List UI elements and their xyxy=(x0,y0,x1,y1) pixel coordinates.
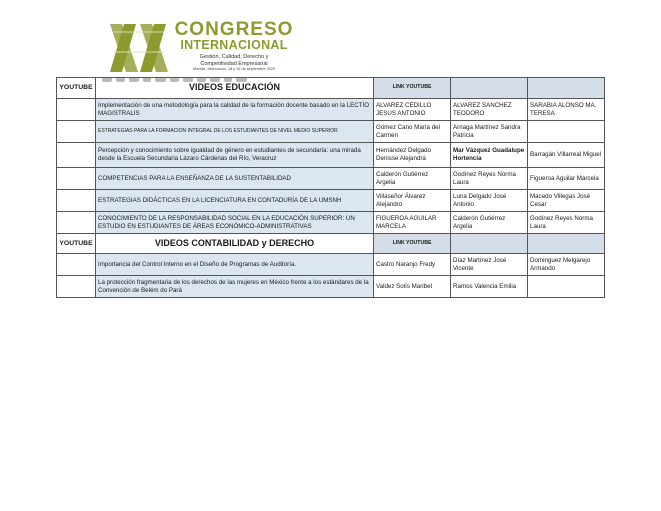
author-cell: Díaz Martínez José Vicente xyxy=(451,254,528,276)
topic-cell: CONOCIMIENTO DE LA RESPONSABILIDAD SOCIAL EN LA EDUCACIÓN SUPERIOR: UN ESTUDIO EN ESTUDIANTES DE ÁREAS ECONÓMICO-ADMINISTRATIVAS xyxy=(96,212,374,234)
congress-location-date: Morelia, Michoacán. 18 y 19 de septiembre 2020 xyxy=(192,67,276,71)
author-cell: ALVAREZ CEDILLO JESUS ANTONIO xyxy=(374,99,451,121)
youtube-link-cell[interactable] xyxy=(57,254,96,276)
youtube-link-cell[interactable] xyxy=(57,212,96,234)
author-cell: Figueroa Aguilar Marcela xyxy=(528,168,605,190)
section-title: VIDEOS EDUCACIÓN xyxy=(96,78,374,99)
congress-title-block xyxy=(174,20,294,72)
topic-cell: Percepción y conocimiento sobre igualdad de género en estudiantes de secundaria: una mirada desde la Escuela Secundaria Lázaro Cárdenas del Río, Veracruz xyxy=(96,143,374,168)
author-cell: Hernández Delgado Denisse Alejandra xyxy=(374,143,451,168)
youtube-link-cell[interactable] xyxy=(57,168,96,190)
author-cell: Arriaga Martínez Sandra Patricia xyxy=(451,121,528,143)
author-cell: Godínez Reyes Norma Laura xyxy=(451,168,528,190)
congress-title-line2: INTERNACIONAL xyxy=(180,38,288,52)
author-cell: Luna Delgado José Antonio xyxy=(451,190,528,212)
author-cell: Gómez Cano María del Carmen xyxy=(374,121,451,143)
link-youtube-header: LINK YOUTUBE xyxy=(374,234,451,254)
table-row xyxy=(57,190,605,212)
section-title: VIDEOS CONTABILIDAD y DERECHO xyxy=(96,234,374,254)
congress-subtitle-line2: Competitividad Empresarial xyxy=(200,60,268,67)
youtube-link-cell[interactable] xyxy=(57,99,96,121)
author-cell: ALVAREZ SANCHEZ TEODORO xyxy=(451,99,528,121)
author-cell: Valdez Solís Maribel xyxy=(374,276,451,298)
author-cell xyxy=(528,276,605,298)
author-cell: Mar Vázquez Guadalupe Hortencia xyxy=(451,143,528,168)
topic-cell: COMPETENCIAS PARA LA ENSEÑANZA DE LA SUSTENTABILIDAD xyxy=(96,168,374,190)
author-cell: Ramos Valencia Emilia xyxy=(451,276,528,298)
topic-cell: Importancia del Control Interno en el Diseño de Programas de Auditoría. xyxy=(96,254,374,276)
youtube-column-label: YOUTUBE xyxy=(57,78,96,99)
congress-header xyxy=(100,18,294,76)
link-youtube-header: LINK YOUTUBE xyxy=(374,78,451,99)
author-cell: FIGUEROA AGUILAR MARCELA xyxy=(374,212,451,234)
table-row xyxy=(57,143,605,168)
topic-cell: Implementación de una metodología para la calidad de la formación docente basado en la LECTIO MAGISTRALIS xyxy=(96,99,374,121)
table-row xyxy=(57,254,605,276)
table-row xyxy=(57,121,605,143)
videos-table xyxy=(56,77,605,298)
author-cell: Barragán Villarreal Miguel xyxy=(528,143,605,168)
author-cell: Villaseñor Álvarez Alejandro xyxy=(374,190,451,212)
topic-cell: ESTRATEGIAS DIDÁCTICAS EN LA LICENCIATURA EN CONTADURÍA DE LA UMSNH xyxy=(96,190,374,212)
topic-cell: La protección fragmentaria de los derechos de las mujeres en México frente a los estándares de la Convención de Belém do Pará xyxy=(96,276,374,298)
topic-cell: ESTRATEGIAS PARA LA FORMACION INTEGRAL DE LOS ESTUDIANTES DE NIVEL MEDIO SUPERIOR xyxy=(96,121,374,143)
author-cell xyxy=(528,121,605,143)
youtube-link-cell[interactable] xyxy=(57,190,96,212)
author-cell: Calderón Gutiérrez Argelia xyxy=(451,212,528,234)
author-cell: Dominguez Melgarejo Armando xyxy=(528,254,605,276)
youtube-link-cell[interactable] xyxy=(57,121,96,143)
congress-subtitle-line1: Gestión, Calidad, Derecho y xyxy=(199,54,269,60)
youtube-link-cell[interactable] xyxy=(57,143,96,168)
congress-title-line1: CONGRESO xyxy=(174,19,294,40)
table-row xyxy=(57,212,605,234)
youtube-column-label: YOUTUBE xyxy=(57,234,96,254)
author-cell: Castro Naranjo Fredy xyxy=(374,254,451,276)
author-cell: Calderón Gutiérrez Argelia xyxy=(374,168,451,190)
table-row xyxy=(57,276,605,298)
table-row xyxy=(57,168,605,190)
author-cell: SARABIA ALONSO MA. TERESA xyxy=(528,99,605,121)
youtube-link-cell[interactable] xyxy=(57,276,96,298)
section-header-row xyxy=(57,78,605,99)
section-header-row xyxy=(57,234,605,254)
author-cell: Macedo Villegas José Cesar xyxy=(528,190,605,212)
table-row xyxy=(57,99,605,121)
author-cell: Godínez Reyes Norma Laura xyxy=(528,212,605,234)
xx-logo-emblem xyxy=(108,22,170,74)
